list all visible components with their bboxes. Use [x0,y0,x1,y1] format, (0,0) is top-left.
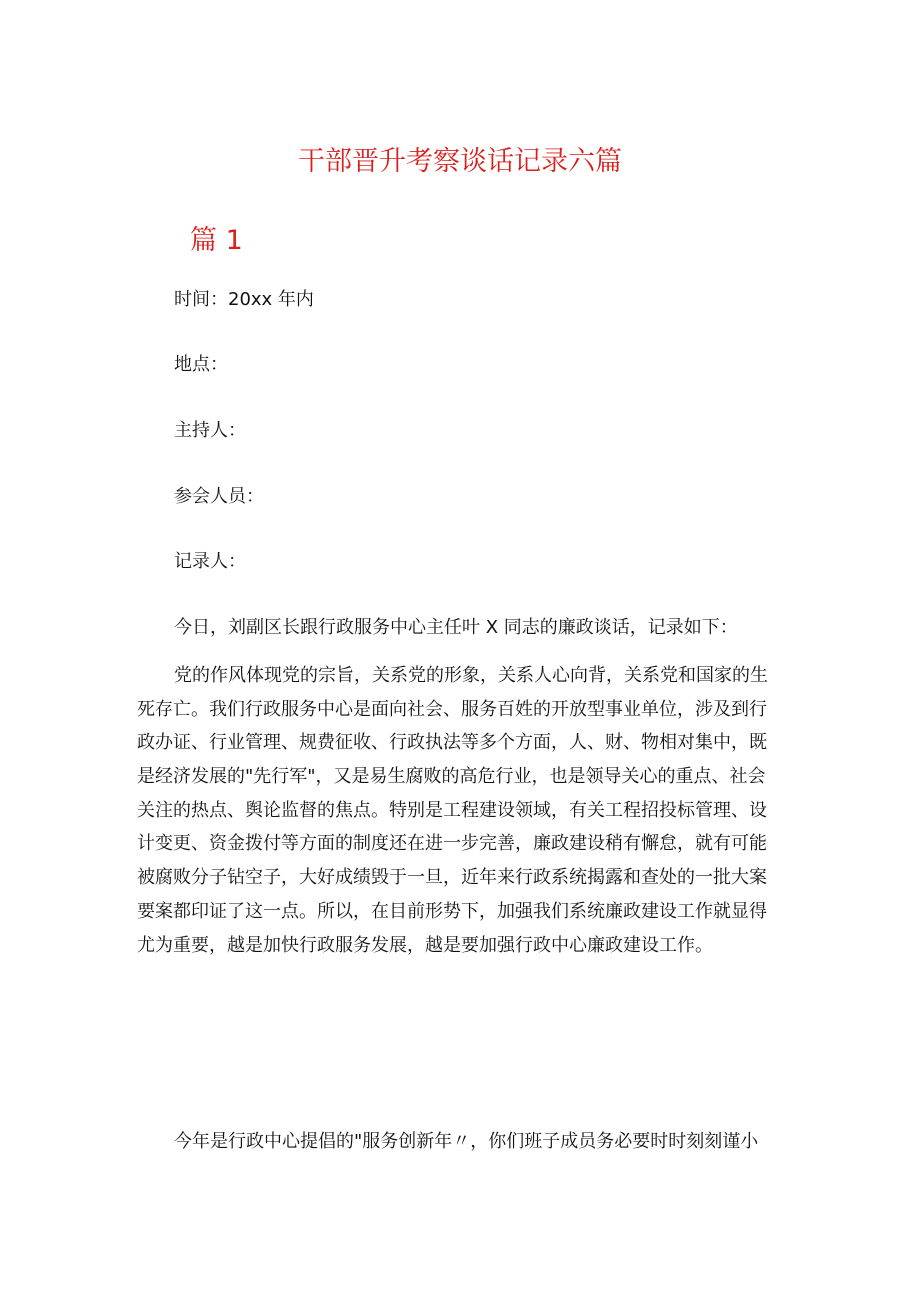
field-recorder: 记录人： [174,551,246,572]
field-place: 地点： [174,354,228,375]
paragraph-line: 关注的热点、舆论监督的焦点。特别是工程建设领域，有关工程招投标管理、设 [137,799,767,821]
paragraph-line: 是经济发展的"先行军"，又是易生腐败的高危行业，也是领导关心的重点、社会 [137,766,766,788]
field-attendees: 参会人员： [174,486,264,507]
document-title: 干部晋升考察谈话记录六篇 [298,146,622,177]
paragraph-line: 计变更、资金拨付等方面的制度还在进一步完善，廉政建设稍有懈怠，就有可能 [137,833,767,855]
paragraph-line: 政办证、行业管理、规费征收、行政执法等多个方面，人、财、物相对集中，既 [137,732,767,754]
section-heading: 篇 1 [190,225,243,256]
body-paragraph-2 [137,1125,787,1158]
paragraph-line: 尤为重要，越是加快行政服务发展，越是要加强行政中心廉政建设工作。 [137,934,713,956]
field-host: 主持人： [174,420,246,441]
intro-paragraph: 今日，刘副区长跟行政服务中心主任叶 X 同志的廉政谈话，记录如下： [174,617,738,638]
body-paragraph-1 [137,659,787,962]
paragraph-line: 党的作风体现党的宗旨，关系党的形象，关系人心向背，关系党和国家的生 [174,665,768,686]
paragraph-line: 被腐败分子钻空子，大好成绩毁于一旦，近年来行政系统揭露和查处的一批大案 [137,867,767,889]
paragraph-line: 要案都印证了这一点。所以，在目前形势下，加强我们系统廉政建设工作就显得 [137,900,767,922]
paragraph-line: 死存亡。我们行政服务中心是面向社会、服务百姓的开放型事业单位，涉及到行 [137,698,767,720]
field-time: 时间：20xx 年内 [174,289,314,310]
paragraph-line: 今年是行政中心提倡的"服务创新年〃，你们班子成员务必要时时刻刻谨小 [174,1131,759,1152]
